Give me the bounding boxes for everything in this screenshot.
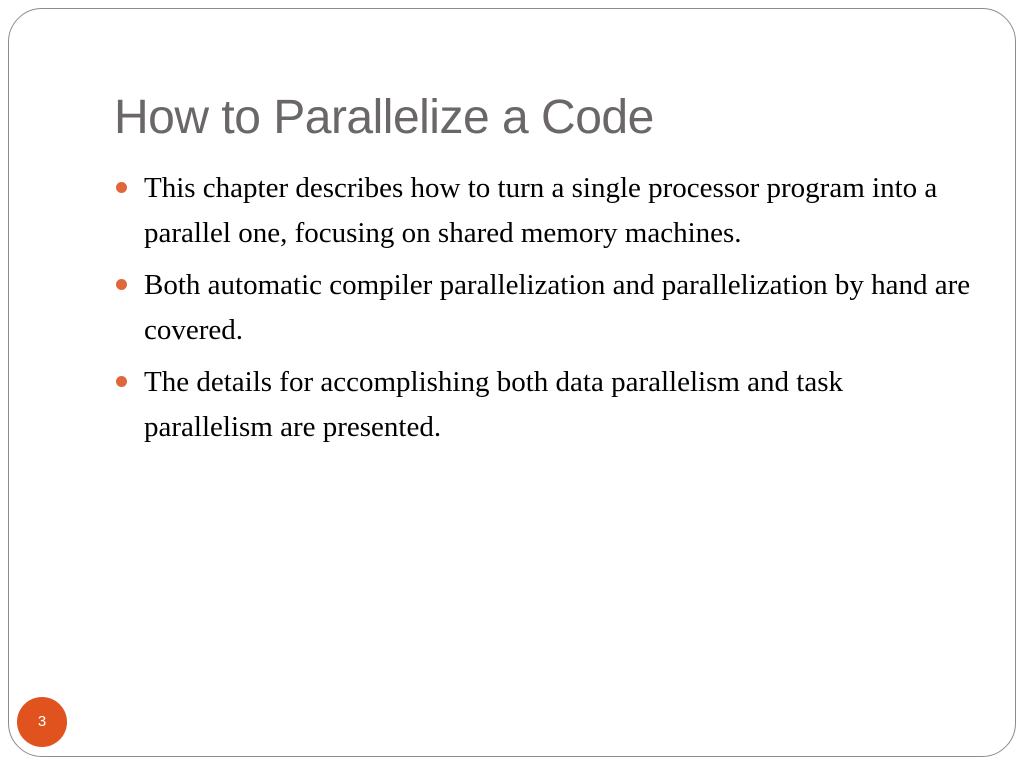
bullet-text: Both automatic compiler parallelization and parallelization by hand are covered. [144,269,971,346]
slide-title: How to Parallelize a Code [114,91,654,144]
bullet-item [114,166,974,256]
page-number-badge: 3 [17,697,67,747]
bullet-list [114,166,974,457]
bullet-dot-icon [116,376,127,387]
bullet-item [114,360,974,450]
bullet-dot-icon [116,182,127,193]
bullet-text: The details for accomplishing both data parallelism and task parallelism are presented. [144,366,844,443]
bullet-dot-icon [116,279,127,290]
bullet-text: This chapter describes how to turn a single processor program into a parallel one, focusing on shared memory machines. [144,172,938,249]
bullet-item [114,263,974,353]
